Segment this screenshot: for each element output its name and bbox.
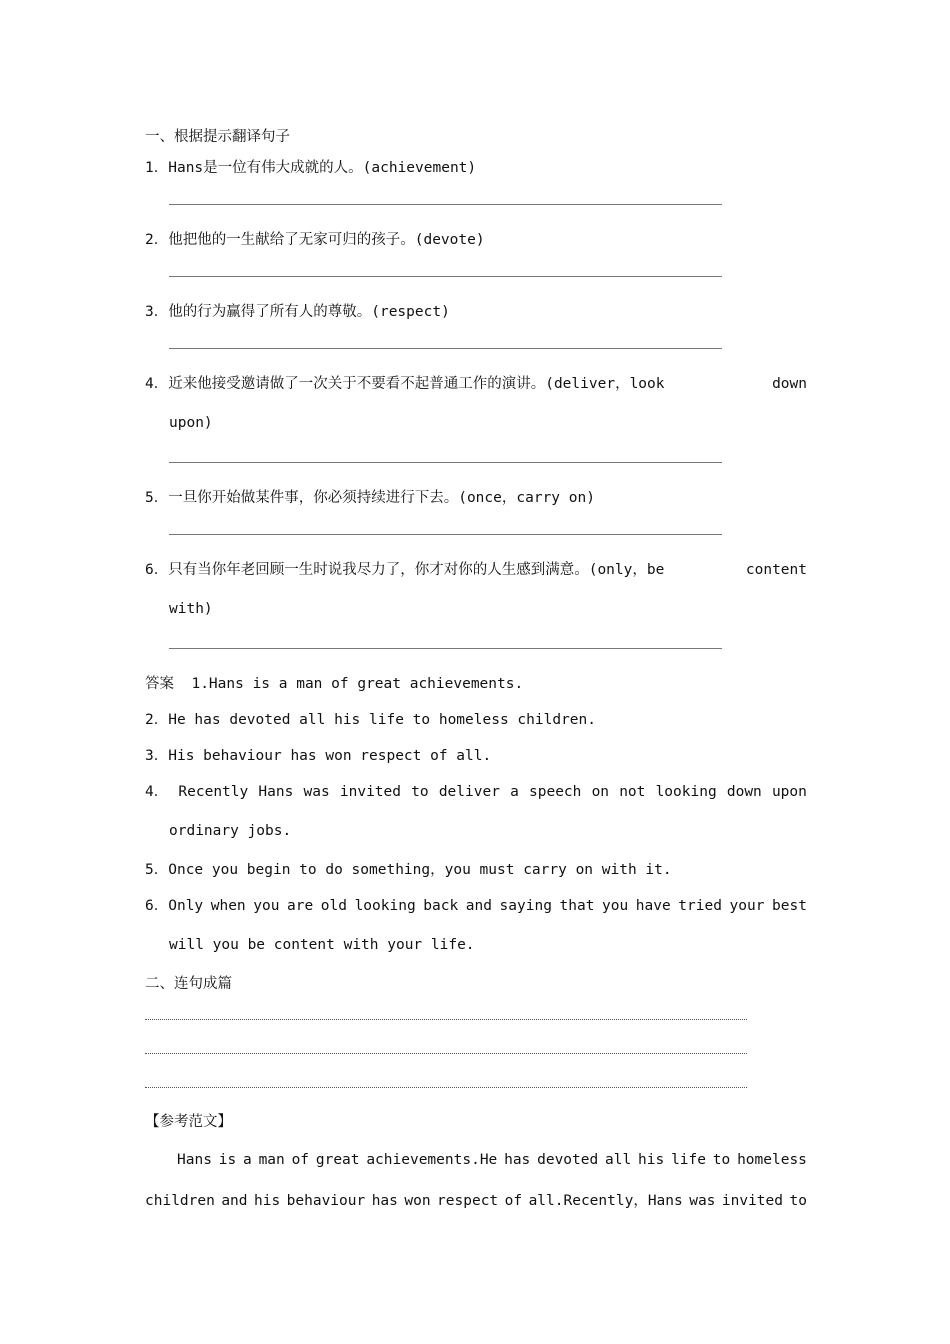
answer-6-word: saying <box>499 898 552 914</box>
answer-4-word: on <box>591 784 610 800</box>
answer-4-word: 4． <box>145 784 169 800</box>
writing-line-2[interactable] <box>145 1036 807 1070</box>
answer-4-word: down <box>726 784 762 800</box>
answer-6-word: when <box>210 898 246 914</box>
essay-word: was <box>689 1193 716 1209</box>
answer-blank-6[interactable] <box>145 630 807 666</box>
writing-line-3[interactable] <box>145 1070 807 1104</box>
answer-2: 2．He has devoted all his life to homeless children. <box>145 712 596 728</box>
essay-word: of <box>291 1152 310 1168</box>
answer-6-word: your <box>729 898 765 914</box>
essay-word: and <box>221 1193 248 1209</box>
question-6-line1 <box>145 552 807 588</box>
answer-blank-4[interactable] <box>145 444 807 480</box>
answer-6-word: old <box>320 898 347 914</box>
answer-1-row <box>145 666 807 702</box>
answer-4-word: not <box>619 784 646 800</box>
sample-essay-title: 【参考范文】 <box>145 1114 232 1130</box>
answer-6-word: looking <box>354 898 416 914</box>
answer-6-word: 6．Only <box>145 898 204 914</box>
answer-4-word: looking <box>655 784 717 800</box>
essay-word: is <box>218 1152 237 1168</box>
worksheet-content <box>145 124 807 1222</box>
answer-4-word: Recently <box>178 784 249 800</box>
question-6-line2: with) <box>169 601 213 617</box>
essay-word: his <box>638 1152 665 1168</box>
answer-3: 3．His behaviour has won respect of all. <box>145 748 492 764</box>
essay-word: has <box>371 1193 398 1209</box>
essay-word: to <box>712 1152 731 1168</box>
question-5: 5．一旦你开始做某件事，你必须持续进行下去。(once，carry on) <box>145 490 595 506</box>
writing-line-1[interactable] <box>145 1002 807 1036</box>
answer-5: 5．Once you begin to do something，you must carry on with it. <box>145 862 672 878</box>
essay-word: man <box>258 1152 285 1168</box>
answer-6-word: are <box>287 898 314 914</box>
question-4-part-b: down <box>772 376 807 392</box>
question-1: 1．Hans是一位有伟大成就的人。(achievement) <box>145 160 477 176</box>
answer-6-word: you <box>253 898 280 914</box>
question-6-part-a: 6．只有当你年老回顾一生时说我尽力了，你才对你的人生感到满意。(only，be <box>145 562 665 578</box>
answer-6-line2: will you be content with your life. <box>169 937 475 953</box>
answer-6-word: you <box>602 898 629 914</box>
answer-4-word: was <box>303 784 330 800</box>
answer-4-word: a <box>510 784 519 800</box>
essay-word: a <box>243 1152 252 1168</box>
section2-title: 二、连句成篇 <box>145 976 232 992</box>
essay-word: won <box>404 1193 431 1209</box>
answer-4-line1 <box>145 774 807 810</box>
question-4-line2: upon) <box>169 415 213 431</box>
answer-6-word: and <box>465 898 492 914</box>
section1-title: 一、根据提示翻译句子 <box>145 129 290 145</box>
essay-word: homeless <box>737 1152 807 1168</box>
answer-blank-2[interactable] <box>145 258 807 294</box>
question-3: 3．他的行为赢得了所有人的尊敬。(respect) <box>145 304 450 320</box>
essay-word: behaviour <box>286 1193 366 1209</box>
answer-6-line1 <box>145 888 807 924</box>
answer-6-word: tried <box>678 898 722 914</box>
answer-6-word: back <box>423 898 459 914</box>
question-4-line1 <box>145 366 807 402</box>
answer-4-word: to <box>411 784 429 800</box>
answer-1: 1.Hans is a man of great achievements. <box>191 676 524 692</box>
answer-4-word: upon <box>771 784 807 800</box>
sample-essay-line2 <box>145 1181 807 1222</box>
question-4-part-a: 4．近来他接受邀请做了一次关于不要看不起普通工作的演讲。(deliver，look <box>145 376 665 392</box>
answer-6-word: have <box>635 898 671 914</box>
answer-6-word: best <box>772 898 807 914</box>
essay-word: his <box>253 1193 281 1209</box>
answer-label: 答案 <box>145 676 174 692</box>
essay-word: achievements.He <box>366 1152 498 1168</box>
question-6-part-b: content <box>745 562 807 578</box>
essay-word: of <box>504 1193 523 1209</box>
sample-essay-line1 <box>145 1140 807 1181</box>
essay-word: life <box>671 1152 706 1168</box>
answer-6-word: that <box>559 898 595 914</box>
essay-word: has <box>504 1152 531 1168</box>
question-2: 2．他把他的一生献给了无家可归的孩子。(devote) <box>145 232 485 248</box>
essay-word: great <box>315 1152 360 1168</box>
answer-4-word: deliver <box>438 784 500 800</box>
essay-word: all <box>605 1152 632 1168</box>
answer-4-word: invited <box>339 784 401 800</box>
essay-word: to <box>789 1193 807 1209</box>
answer-4-line2: ordinary jobs. <box>169 823 292 839</box>
answer-blank-3[interactable] <box>145 330 807 366</box>
essay-word: children <box>145 1193 215 1209</box>
answer-blank-1[interactable] <box>145 186 807 222</box>
essay-word: Hans <box>177 1152 212 1168</box>
essay-word: devoted <box>537 1152 599 1168</box>
essay-word: respect <box>437 1193 499 1209</box>
answer-blank-5[interactable] <box>145 516 807 552</box>
answer-4-word: speech <box>529 784 582 800</box>
essay-word: invited <box>721 1193 783 1209</box>
answer-4-word: Hans <box>258 784 294 800</box>
essay-word: all.Recently，Hans <box>528 1193 683 1209</box>
